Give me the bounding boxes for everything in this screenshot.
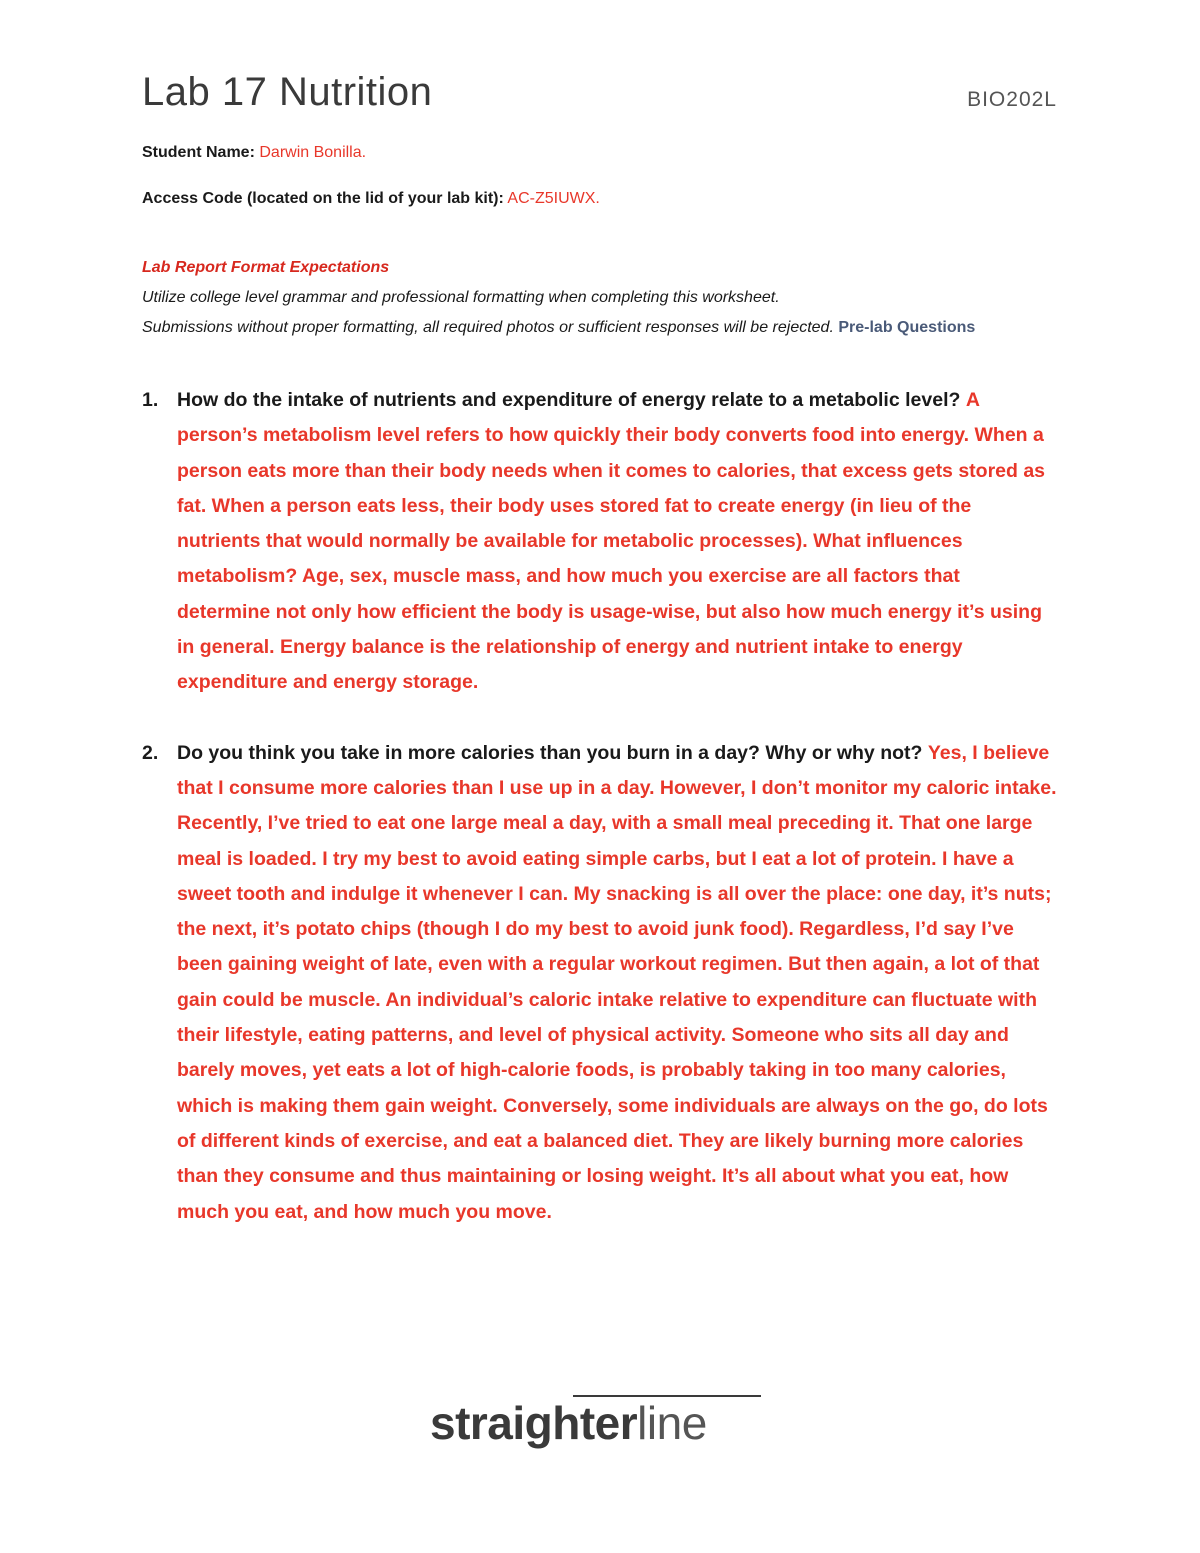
question-number: 2. [142,741,159,764]
expectations-line-2: Submissions without proper formatting, all required photos or sufficient responses will be rejected. [142,319,834,336]
logo-word-light: line [637,1397,707,1449]
expectations-title: Lab Report Format Expectations [142,259,390,276]
straighterline-logo [430,1393,760,1453]
access-code-label: Access Code (located on the lid of your lab kit): [142,190,504,207]
student-name-label: Student Name: [142,144,255,161]
question-text: Do you think you take in more calories than you burn in a day? Why or why not? [177,741,923,764]
answer-text: A person’s metabolism level refers to how quickly their body converts food into energy. When a person eats more than their body needs when it comes to calories, that excess gets stored as fat. When a person eats less, their body uses stored fat to create energy (in lieu of the nutrients that would normally be available for metabolic processes). What influences metabolism? Age, sex, muscle mass, and how much you exercise are all factors that determine not only how efficient the body is usage-wise, but also how much energy it’s using in general. Energy balance is the relationship of energy and nutrient intake to energy expenditure and energy storage. [177,389,1046,694]
answer-text: Yes, I believe that I consume more calories than I use up in a day. However, I don’t monitor my caloric intake. Recently, I’ve tried to eat one large meal a day, with a small meal preceding it. That one large meal is loaded. I try my best to avoid eating simple carbs, but I eat a lot of protein. I have a sweet tooth and indulge it whenever I can. My snacking is all over the place: one day, it’s nuts; the next, it’s potato chips (though I do my best to avoid junk food). Regardless, I’d say I’ve been gaining weight of late, even with a regular workout regimen. But then again, a lot of that gain could be muscle. An individual’s caloric intake relative to expenditure can fluctuate with their lifestyle, eating patterns, and level of physical activity. Someone who sits all day and barely moves, yet eats a lot of high-calorie foods, is probably taking in too many calories, which is making them gain weight. Conversely, some individuals are always on the go, do lots of different kinds of exercise, and eat a balanced diet. They are likely burning more calories than they consume and thus maintaining or losing weight. It’s all about what you eat, how much you eat, and how much you move. [177,741,1057,1223]
course-code: BIO202L [967,88,1057,111]
access-code-field [142,190,600,208]
logo-wordmark [430,1393,707,1453]
page-title: Lab 17 Nutrition [142,70,433,114]
format-expectations [142,253,1057,343]
access-code-value: AC-Z5IUWX. [507,190,600,207]
question-list [142,383,1057,1230]
prelab-heading: Pre-lab Questions [838,319,976,336]
student-name-value: Darwin Bonilla. [259,144,367,161]
document-header [142,70,1057,126]
expectations-line-1: Utilize college level grammar and professional formatting when completing this worksheet. [142,289,780,306]
question-item [142,383,1057,701]
question-number: 1. [142,389,159,411]
question-item [142,736,1057,1230]
logo-word-bold: straighter [430,1397,638,1449]
student-name-field [142,144,366,162]
question-text: How do the intake of nutrients and expenditure of energy relate to a metabolic level? [177,389,961,411]
